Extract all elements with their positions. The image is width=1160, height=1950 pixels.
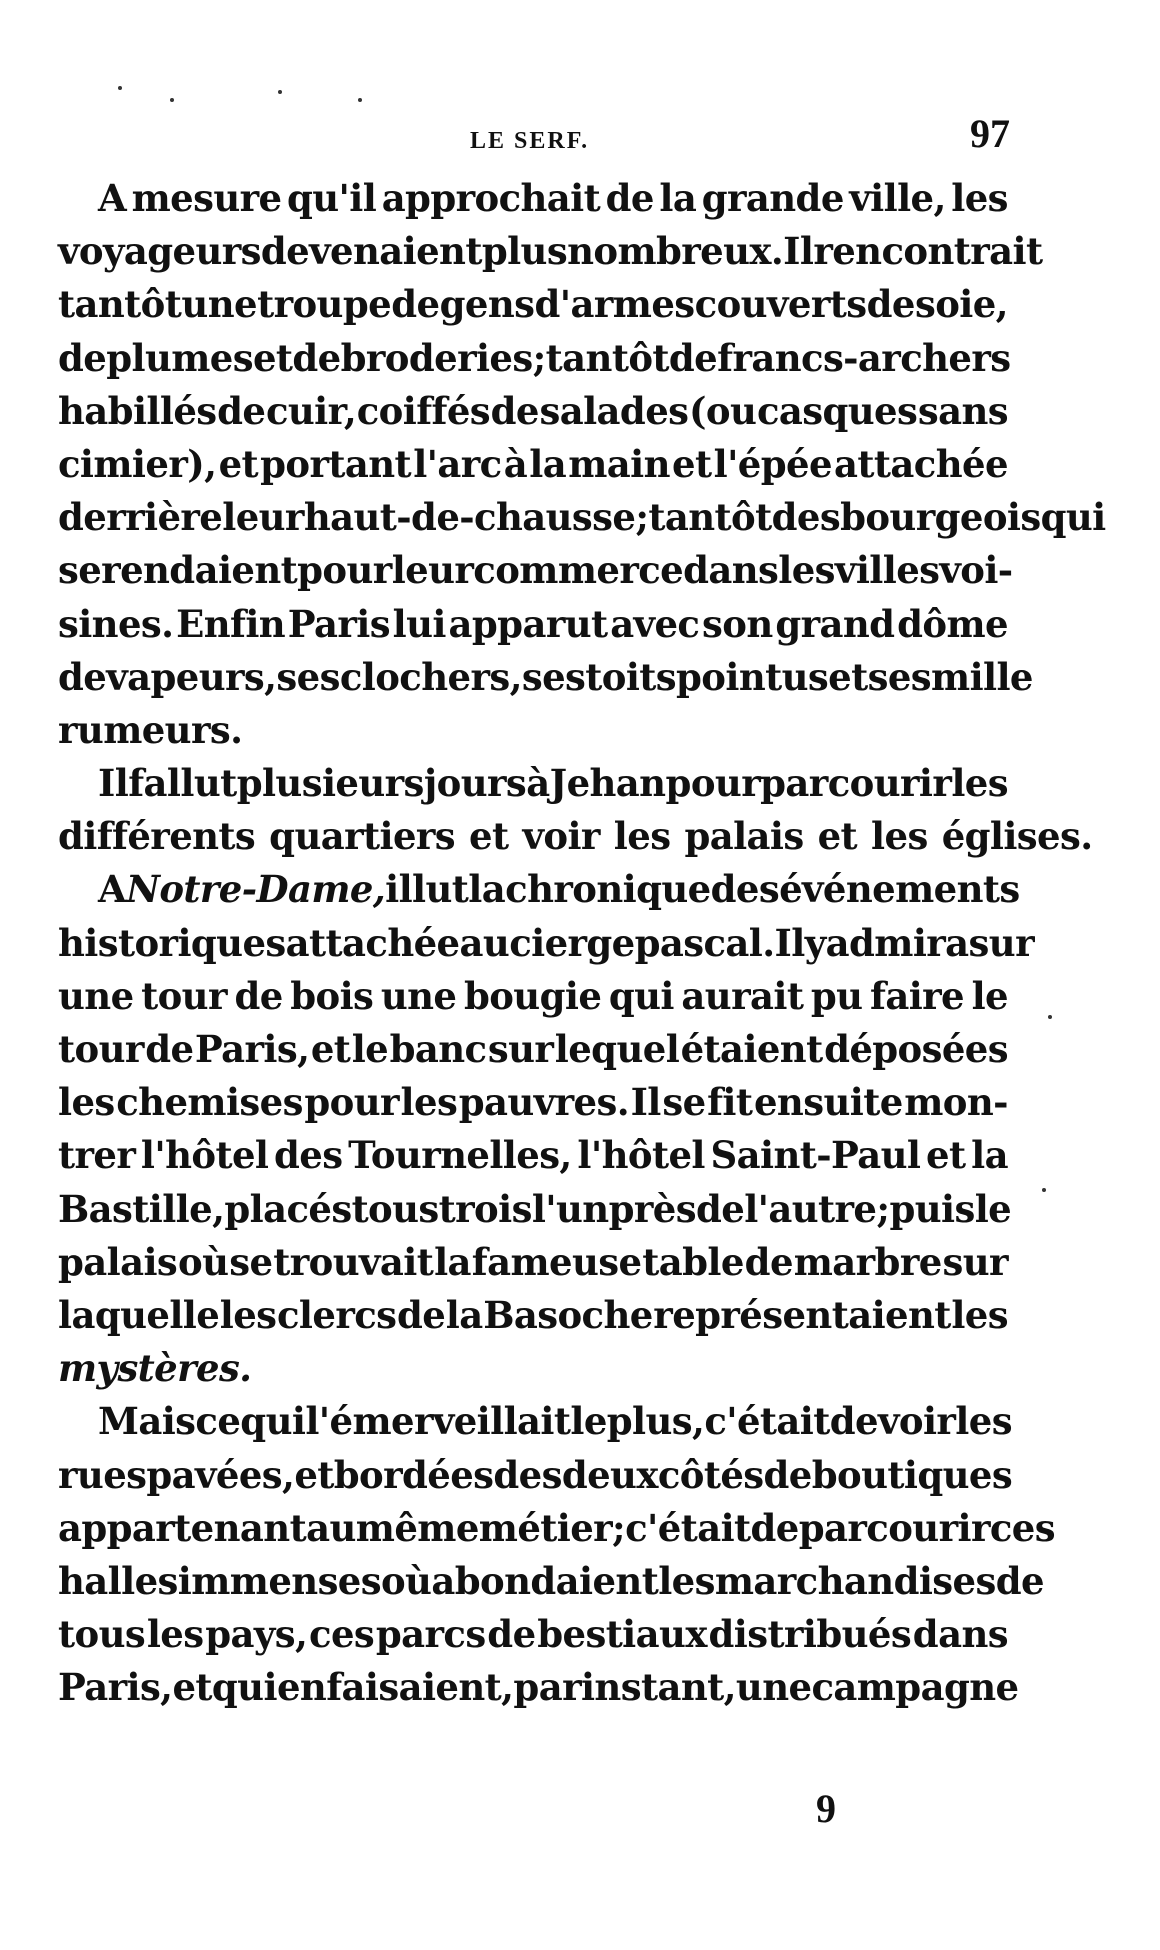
text-line <box>58 757 1008 810</box>
word: les <box>58 1080 115 1125</box>
word: palais <box>684 814 804 859</box>
word: fallut <box>128 761 237 806</box>
word: habillés <box>58 388 217 433</box>
word: sur <box>487 1027 554 1071</box>
word: jours <box>423 761 527 806</box>
word: l'hôtel <box>140 1133 269 1178</box>
word: près <box>608 1186 696 1231</box>
scan-speck <box>170 98 174 102</box>
word: vapeurs, <box>106 654 277 699</box>
word: cierge <box>509 920 635 965</box>
word: sur <box>968 920 1034 965</box>
word: couverts <box>694 282 867 327</box>
word: gens <box>439 282 535 327</box>
word: distribués <box>708 1612 912 1657</box>
word: broderies; <box>340 335 546 380</box>
word: lut <box>412 867 469 912</box>
word: les <box>146 1612 204 1657</box>
word: Mais <box>98 1399 196 1444</box>
word: représentaient <box>653 1292 951 1337</box>
word: même <box>355 1505 479 1550</box>
word: de <box>490 388 539 433</box>
word: sans <box>917 388 1008 433</box>
word: de <box>695 1186 745 1231</box>
word: Basoche <box>483 1292 653 1337</box>
word: ensuite <box>753 1080 903 1125</box>
word: le <box>351 1027 389 1071</box>
word: déposées <box>824 1027 1008 1071</box>
word: devenaient <box>260 229 482 274</box>
word: et <box>310 1027 351 1071</box>
word: voir <box>522 814 600 859</box>
word: parcs <box>375 1612 486 1657</box>
word: qui <box>608 973 674 1018</box>
word: soie, <box>914 282 1008 327</box>
word: tantôt <box>58 282 182 327</box>
word: et <box>252 335 293 380</box>
word: (ou <box>689 388 757 433</box>
text-line <box>58 172 1008 225</box>
word: par <box>513 1665 581 1710</box>
word: se <box>662 1080 706 1125</box>
word: salades <box>539 388 689 433</box>
word: halles <box>58 1558 178 1603</box>
text-line <box>58 1289 1008 1342</box>
word: toits <box>585 654 677 699</box>
word: une <box>735 1665 812 1710</box>
word: rumeurs. <box>58 707 243 752</box>
word: tantôt <box>648 495 772 540</box>
word: chemises <box>116 1080 303 1125</box>
word: de <box>391 282 440 327</box>
word: troupe <box>257 282 392 327</box>
word: approchait <box>381 176 601 220</box>
word: qu'il <box>286 176 377 220</box>
word: avec <box>610 601 700 646</box>
word: au <box>459 920 510 965</box>
word: de <box>750 1505 799 1550</box>
word: de <box>487 1612 536 1657</box>
word: de <box>995 1558 1044 1603</box>
text-line <box>58 1342 1008 1395</box>
word: tour <box>141 973 227 1018</box>
word: trois <box>438 1186 532 1231</box>
word: parcourir <box>760 761 952 806</box>
word: sur <box>942 1239 1008 1284</box>
word: historiques <box>58 920 286 965</box>
word: c'était <box>625 1505 751 1550</box>
word: des <box>771 495 841 540</box>
text-line <box>58 1395 1012 1448</box>
word: et <box>172 1665 212 1710</box>
word: mystères. <box>58 1346 252 1391</box>
word: mesure <box>131 176 282 220</box>
word: appartenant <box>58 1505 307 1550</box>
word: pu <box>810 973 863 1018</box>
word: ses <box>867 654 932 699</box>
text-line <box>58 332 1011 385</box>
word: clochers, <box>339 654 522 699</box>
text-line <box>58 704 1008 757</box>
word: et <box>926 1133 966 1178</box>
word: Il <box>98 761 129 806</box>
word: attachée <box>285 920 460 965</box>
word: bourgeois <box>840 495 1041 540</box>
word: fit <box>707 1080 753 1125</box>
word: qui <box>240 1399 306 1444</box>
word: faire <box>870 973 964 1018</box>
word: Bastille, <box>58 1186 225 1231</box>
text-line <box>58 1502 1055 1555</box>
word: métier; <box>478 1505 626 1550</box>
word: Jehan <box>549 761 666 806</box>
word: l'arc <box>413 441 502 486</box>
word: plus, <box>606 1399 705 1444</box>
word: francs-archers <box>717 335 1011 380</box>
word: Il <box>774 920 805 965</box>
text-line <box>58 1023 1008 1076</box>
text-line <box>58 863 1020 916</box>
word: puis <box>889 1186 975 1231</box>
signature-mark: 9 <box>816 1786 836 1831</box>
word: Paris, <box>194 1027 310 1071</box>
word: pour <box>304 1080 399 1125</box>
word: les <box>613 814 671 859</box>
word: et <box>828 654 868 699</box>
word: mon- <box>904 1080 1008 1125</box>
word: Il <box>630 1080 661 1125</box>
word: les <box>400 1080 458 1125</box>
word: grand <box>775 601 895 646</box>
word: les <box>955 1399 1012 1444</box>
word: où <box>178 1239 229 1284</box>
word: la <box>529 441 567 486</box>
word: des <box>274 1133 343 1178</box>
word: dans <box>912 1612 1008 1657</box>
text-line <box>58 544 1013 597</box>
text-line <box>58 970 1008 1023</box>
word: commerce <box>473 548 684 593</box>
word: mille <box>931 654 1033 699</box>
word: la <box>659 176 697 220</box>
word: les <box>658 1558 715 1603</box>
word: les <box>778 548 835 593</box>
text-line <box>58 1129 1008 1182</box>
word: voir <box>877 1399 956 1444</box>
word: pavées, <box>146 1452 295 1497</box>
text-line <box>58 1449 1013 1502</box>
word: l'un <box>531 1186 609 1231</box>
word: pointus <box>676 654 829 699</box>
word: Paris <box>287 601 390 646</box>
word: trouvait <box>273 1239 434 1284</box>
text-line <box>58 225 1043 278</box>
word: bestiaux <box>537 1612 707 1657</box>
word: pour <box>297 548 392 593</box>
word: de <box>605 176 654 220</box>
word: leur <box>222 495 304 540</box>
word: de <box>866 282 915 327</box>
text-line <box>58 1661 1019 1714</box>
word: la <box>434 1239 471 1284</box>
word: portant <box>260 441 412 486</box>
word: pays, <box>205 1612 308 1657</box>
word: l'autre; <box>744 1186 890 1231</box>
word: se <box>229 1239 273 1284</box>
word: l'émerveillait <box>305 1399 571 1444</box>
word: et <box>218 441 258 486</box>
word: Tournelles, <box>348 1133 572 1178</box>
word: à <box>526 761 550 806</box>
word: où <box>380 1558 432 1603</box>
word: il <box>385 867 413 912</box>
word: nombreux. <box>567 229 784 274</box>
word: rencontrait <box>813 229 1043 274</box>
word: des <box>710 867 780 912</box>
word: apparut <box>448 601 608 646</box>
word: ces <box>309 1612 375 1657</box>
word: ce <box>195 1399 241 1444</box>
word: et <box>817 814 858 859</box>
word: coiffés <box>356 388 491 433</box>
text-line <box>58 1555 1044 1608</box>
scan-speck <box>1048 1015 1052 1019</box>
word: qui <box>1040 495 1106 540</box>
word: quartiers <box>269 814 456 859</box>
text-line <box>58 1236 1008 1289</box>
word: de <box>234 973 283 1018</box>
text-line <box>58 598 1008 651</box>
word: abondaient <box>431 1558 659 1603</box>
word: événements <box>779 867 1020 912</box>
word: deux <box>561 1452 658 1497</box>
word: aurait <box>681 973 804 1018</box>
word: A <box>98 176 127 220</box>
word: les <box>871 814 928 859</box>
word: une <box>181 282 257 327</box>
word: la <box>468 867 506 912</box>
word: pascal. <box>634 920 775 965</box>
word: cuir, <box>265 388 357 433</box>
word: pauvres. <box>458 1080 629 1125</box>
word: plumes <box>106 335 253 380</box>
word: voyageurs <box>58 229 261 274</box>
word: c'était <box>704 1399 830 1444</box>
word: instant, <box>580 1665 736 1710</box>
word: tantôt <box>545 335 669 380</box>
word: A <box>98 867 127 912</box>
word: qui <box>211 1665 277 1710</box>
text-line <box>58 1076 1008 1129</box>
word: des <box>493 1452 562 1497</box>
text-line <box>58 651 1033 704</box>
word: haut-de-chausse; <box>303 495 649 540</box>
word: églises. <box>941 814 1093 859</box>
scan-speck <box>118 86 122 90</box>
word: d'armes <box>534 282 695 327</box>
word: trer <box>58 1133 136 1178</box>
word: l'hôtel <box>577 1133 705 1178</box>
word: marchandises <box>714 1558 996 1603</box>
word: attachée <box>834 441 1008 486</box>
word: Notre-Dame, <box>126 867 386 912</box>
word: son <box>702 601 773 646</box>
word: laquelle <box>58 1292 220 1337</box>
word: villes <box>834 548 940 593</box>
word: étaient <box>680 1027 823 1071</box>
word: tour <box>58 1027 144 1071</box>
scan-speck <box>1042 1188 1046 1192</box>
word: la <box>971 1133 1008 1178</box>
running-title: LE SERF. <box>470 128 590 154</box>
scan-speck <box>278 90 282 94</box>
word: lequel <box>554 1027 680 1071</box>
word: ses <box>521 654 586 699</box>
word: parcourir <box>798 1505 990 1550</box>
word: boutiques <box>811 1452 1013 1497</box>
word: admira <box>825 920 969 965</box>
word: campagne <box>811 1665 1019 1710</box>
word: plus <box>481 229 568 274</box>
word: rendaient <box>101 548 298 593</box>
text-line <box>58 278 1008 331</box>
scan-speck <box>358 98 362 102</box>
text-line <box>58 491 1106 544</box>
word: de <box>217 388 266 433</box>
word: leur <box>391 548 474 593</box>
word: banc <box>389 1027 487 1071</box>
word: la <box>445 1292 483 1337</box>
word: de <box>763 1452 812 1497</box>
word: placés <box>224 1186 352 1231</box>
word: sines. <box>58 601 174 646</box>
word: main <box>568 441 670 486</box>
word: bougie <box>463 973 602 1018</box>
word: Saint-Paul <box>710 1133 921 1178</box>
word: une <box>380 973 457 1018</box>
word: Enfin <box>176 601 286 646</box>
word: Paris, <box>58 1665 173 1710</box>
word: derrière <box>58 495 223 540</box>
word: immenses <box>177 1558 381 1603</box>
word: côtés <box>657 1452 764 1497</box>
word: les <box>219 1292 277 1337</box>
word: de <box>292 335 341 380</box>
word: lui <box>392 601 446 646</box>
word: et <box>672 441 712 486</box>
word: ses <box>276 654 340 699</box>
word: au <box>306 1505 356 1550</box>
word: se <box>58 548 102 593</box>
page-number: 97 <box>970 111 1010 156</box>
word: le <box>974 1186 1012 1231</box>
text-line <box>58 438 1008 491</box>
word: y <box>804 920 826 965</box>
word: pour <box>665 761 761 806</box>
word: de <box>58 654 107 699</box>
word: les <box>951 1292 1008 1337</box>
word: rues <box>58 1452 147 1497</box>
word: Il <box>783 229 814 274</box>
word: palais <box>58 1239 178 1284</box>
word: table <box>642 1239 744 1284</box>
word: de <box>145 1027 194 1071</box>
word: les <box>951 761 1008 806</box>
word: voi- <box>939 548 1013 593</box>
word: faisaient, <box>326 1665 514 1710</box>
word: de <box>396 1292 446 1337</box>
word: tous <box>351 1186 439 1231</box>
word: cimier), <box>58 441 217 486</box>
text-line <box>58 1608 1008 1661</box>
word: ces <box>989 1505 1055 1550</box>
word: le <box>570 1399 607 1444</box>
word: dôme <box>897 601 1008 646</box>
word: le <box>971 973 1008 1018</box>
word: chronique <box>505 867 711 912</box>
body-text <box>58 172 1106 1714</box>
word: dans <box>683 548 779 593</box>
word: les <box>951 176 1008 220</box>
word: bois <box>290 973 374 1018</box>
word: l'épée <box>713 441 832 486</box>
text-line <box>58 810 1093 863</box>
word: et <box>294 1452 334 1497</box>
word: en <box>276 1665 327 1710</box>
word: clercs <box>277 1292 397 1337</box>
word: à <box>503 441 528 486</box>
text-line <box>58 1183 1012 1236</box>
word: et <box>469 814 509 859</box>
word: ville, <box>849 176 946 220</box>
text-line <box>58 385 1008 438</box>
word: différents <box>58 814 256 859</box>
word: plusieurs <box>236 761 424 806</box>
word: casques <box>756 388 918 433</box>
word: marbre <box>793 1239 942 1284</box>
word: de <box>829 1399 878 1444</box>
word: fameuse <box>471 1239 642 1284</box>
word: de <box>668 335 718 380</box>
word: bordées <box>333 1452 494 1497</box>
word: de <box>58 335 107 380</box>
word: grande <box>701 176 844 220</box>
word: de <box>744 1239 793 1284</box>
word: une <box>58 973 134 1018</box>
word: tous <box>58 1612 146 1657</box>
text-line <box>58 917 1034 970</box>
